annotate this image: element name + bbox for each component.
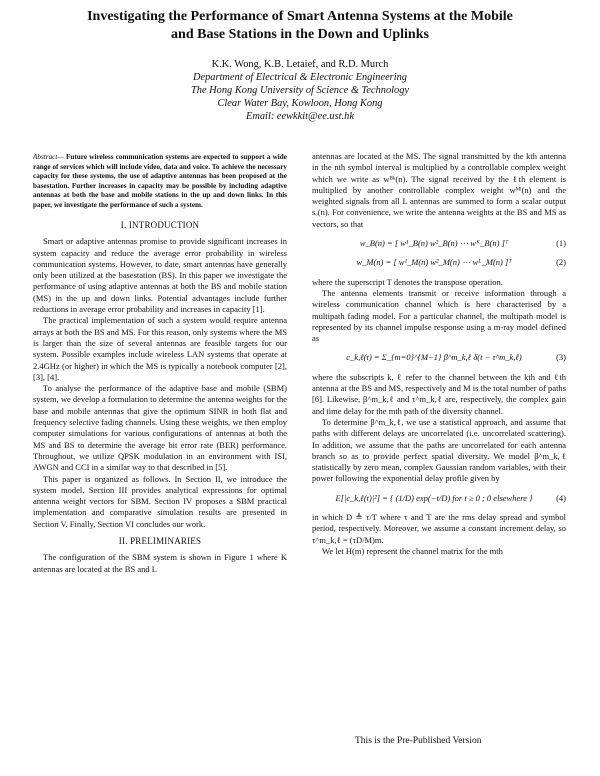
intro-paragraph-3: To analyse the performance of the adaptive base and mobile (SBM) system, we develop a formulation to determine the antenna weights for the base and mobile antennas that give the optimum SINR in both flat and frequency selective fading channels. Using these weights, we then employ computer simulations for various configurations of antennas at both the MS and BS to determine the average bit error rate (BER) performance. Throughout, we utilize QPSK modulation in an environment with ISI, AWGN and CCI in a similar way to that described in [5]. [33,383,287,473]
prelim-paragraph-1: The configuration of the SBM system is shown in Figure 1 where K antennas are located at the BS and L [33,552,287,574]
department: Department of Electrical & Electronic Engineering [192,72,407,83]
footer-note: This is the Pre-Published Version [355,736,482,746]
right-paragraph-2: where the superscript T denotes the transpose operation. [312,276,503,287]
equation-1-body: w_B(n) = [ w¹_B(n) w²_B(n) ⋯ wᴷ_B(n) ]ᵀ [359,238,509,249]
equation-1-number: (1) [556,238,566,249]
equation-3-number: (3) [556,352,566,363]
intro-paragraph-1: Smart or adaptive antennas promise to provide significant increases in system capacity and reduce the average error probability in wireless communication systems. However, to date, smart antennas have generally only been utilized at the basestation (BS). In this paper we investigate the performance of using adaptive antennas at both the BS and mobile station (MS) in the up and down links. Potential advantages include further reductions in average error probability and increases in capacity [1]. [33,236,287,315]
right-paragraph-5: To determine β^m_k,ℓ, we use a statistical approach, and assume that paths with different delays are uncorrelated (i.e. uncorrelated scattering). In addition, we assume that the paths are uncorrelated for each antenna branch so as to provide perfect spatial diversity. We model β^m_k,ℓ statistically by zero mean, complex Gaussian random variables, with their power following the exponential delay profile given by [312,416,566,484]
section-heading-preliminaries: II. PRELIMINARIES [118,536,202,547]
equation-2-number: (2) [556,257,566,268]
equation-2 [312,257,566,268]
title-line-1: Investigating the Performance of Smart Antenna Systems at the Mobile [87,9,513,24]
right-paragraph-7: We let H(m) represent the channel matrix for the mth [322,545,503,556]
right-paragraph-1: antennas are located at the MS. The signal transmitted by the kth antenna in the nth symbol interval is multiplied by a controllable complex weight which we write as wᴮᵏ(n). The signal received by the ℓth element is multiplied by another controllable complex weight wᴹˡ(n) and the weighted signals from all L antennas are summed to form a scalar output sₒ(n). For convenience, we write the antenna weights at the BS and MS as vectors, so that [312,151,566,229]
intro-paragraph-2: The practical implementation of such a system would require antenna arrays at both the BS and MS. For this reason, only systems where the MS is larger than the size of several antennas are feasible targets for our system. Possible examples include wireless LAN systems that operate at 2.4GHz (or higher) in which the MS is typically a notebook computer [2], [3], [4]. [33,315,287,382]
equation-1 [312,238,566,249]
right-column [312,151,566,557]
author-block [0,58,600,123]
author-names: K.K. Wong, K.B. Letaief, and R.D. Murch [211,59,389,70]
paper-title [40,8,560,44]
equation-3 [312,352,566,363]
abstract-label: Abstract— [33,153,64,161]
equation-4-number: (4) [556,492,566,503]
right-paragraph-3: The antenna elements transmit or receive information through a wireless communication channel which is here characterised by a multipath fading model. For a particular channel, the multipath model is represented by its channel impulse response using a m-ray model defined as [312,287,566,344]
title-line-2: and Base Stations in the Down and Uplinks [171,27,429,42]
equation-3-body: c_k,ℓ(t) = Σ_{m=0}^{M−1} β^m_k,ℓ δ(t − τ^m_k,ℓ) [346,352,522,363]
equation-4-body: E[|c_k,ℓ(t)|²] = { (1/D) exp(−t/D) for t ≥ 0 ; 0 elsewhere } [335,492,533,503]
equation-2-body: w_M(n) = [ w¹_M(n) w²_M(n) ⋯ wᴸ_M(n) ]ᵀ [356,257,512,268]
abstract-text: Future wireless communication systems are expected to support a wide range of services which will include video, data and voice. To achieve the necessary capacity for these systems, the use of adaptive antennas has been proposed at the basestation. Further increases in capacity may be possible by including adaptive antennas at both the base and mobile stations in the up and down links. In this paper, we investigate the performance of such a system. [33,153,287,209]
equation-4 [312,493,566,504]
email: Email: eewkkit@ee.ust.hk [246,111,354,122]
right-paragraph-6: in which D ≜ τ/T where τ and T are the rms delay spread and symbol period, respectively. Moreover, we assume a constant increment delay, so τ^m_k,ℓ = (τD/M)m. [312,512,566,545]
abstract [33,153,287,210]
right-paragraph-4: where the subscripts k, ℓ refer to the channel between the kth and ℓth antenna at the BS and MS, respectively and M is the total number of paths [6]. Likewise, β^m_k,ℓ and τ^m_k,ℓ are, respectively, the complex gain and time delay for the mth path of the diversity channel. [312,371,566,416]
address: Clear Water Bay, Kowloon, Hong Kong [217,98,383,109]
section-heading-introduction: I. INTRODUCTION [120,220,200,230]
university: The Hong Kong University of Science & Technology [190,85,410,96]
intro-paragraph-4: This paper is organized as follows. In Section II, we introduce the system model. Section III provides analytical expressions for optimal antenna weight vectors for SBM. Section IV proposes a SBM practical implementation and comparative simulation results are presented in Section V. Finally, Section VI concludes our work. [33,473,287,529]
left-column [33,153,287,575]
